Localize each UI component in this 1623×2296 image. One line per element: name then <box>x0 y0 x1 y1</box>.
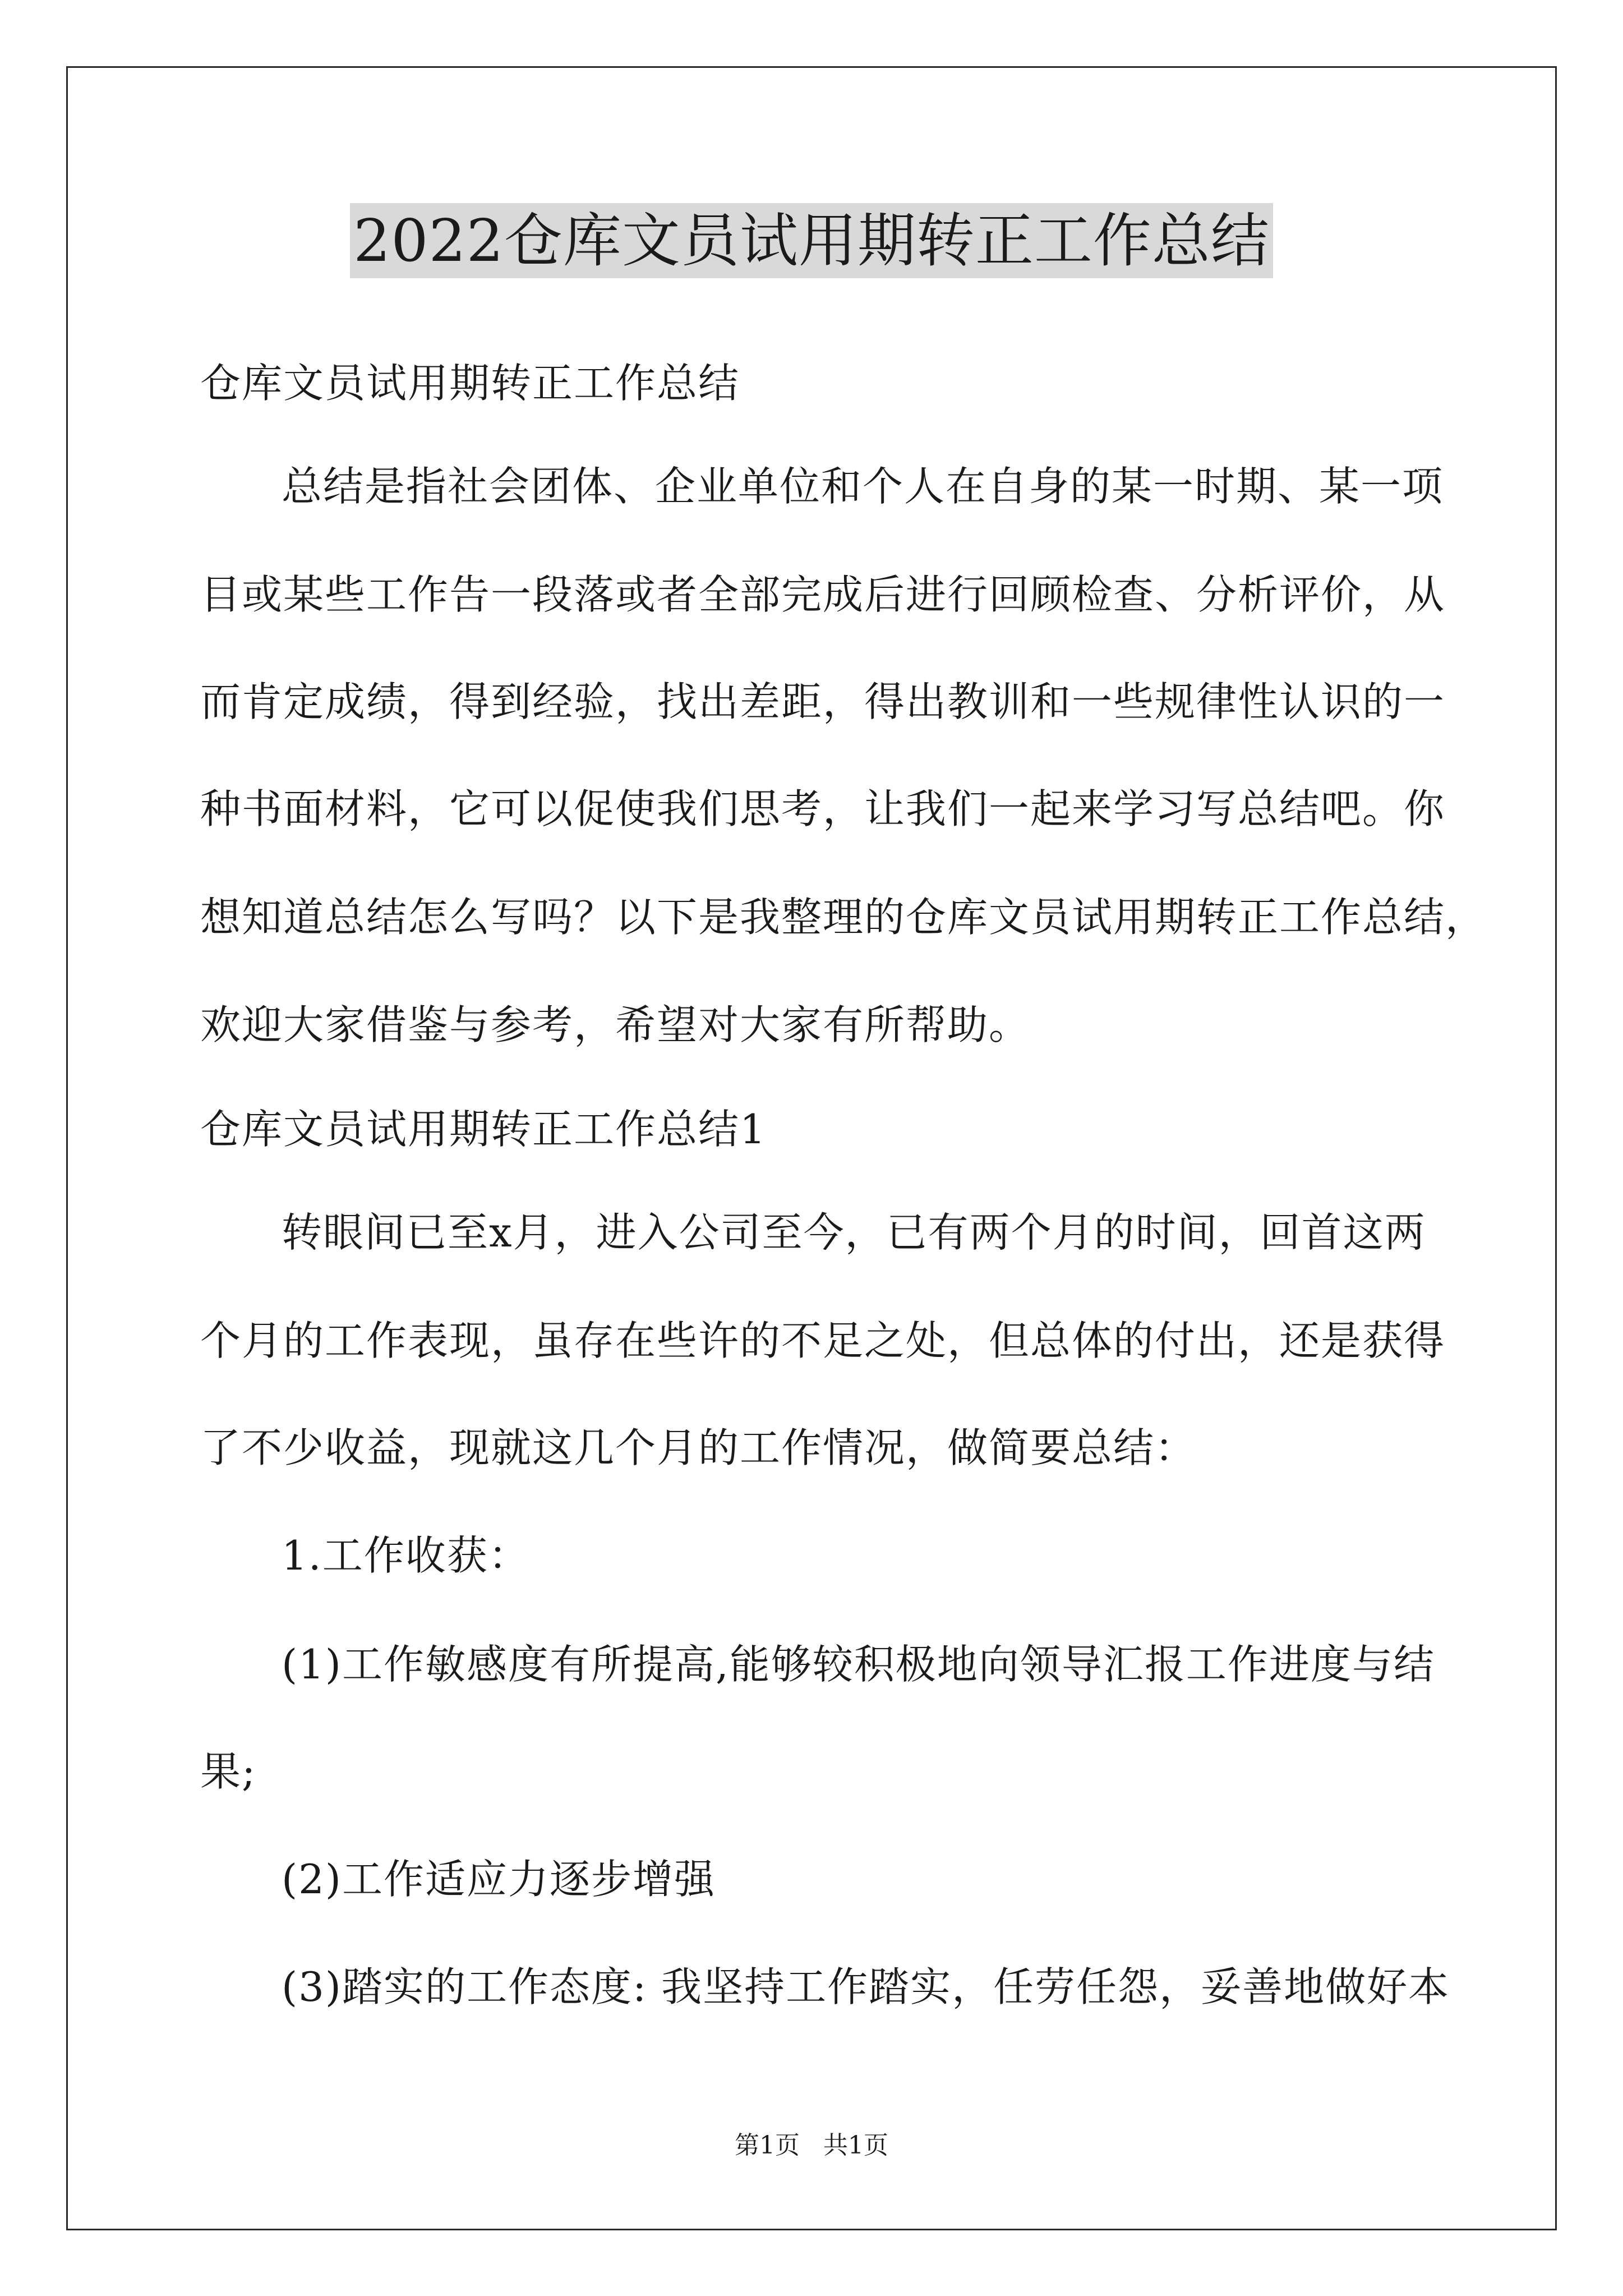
paragraph-line: 种书面材料，它可以促使我们思考，让我们一起来学习写总结吧。你 <box>200 785 1446 832</box>
list-item: (3)踏实的工作态度: 我坚持工作踏实，任劳任怨，妥善地做好本 <box>282 1963 1450 2010</box>
paragraph-line: 想知道总结怎么写吗？以下是我整理的仓库文员试用期转正工作总结， <box>200 894 1487 941</box>
list-heading: 1.工作收获： <box>282 1532 530 1579</box>
paragraph-line: 而肯定成绩，得到经验，找出差距，得出教训和一些规律性认识的一 <box>200 678 1446 725</box>
subtitle-line: 仓库文员试用期转正工作总结 <box>200 360 740 407</box>
list-item-continuation: 果; <box>200 1748 257 1795</box>
paragraph-line: 转眼间已至x月，进入公司至今，已有两个月的时间，回首这两 <box>282 1209 1426 1256</box>
page-footer: 第1页 共1页 <box>735 2131 888 2160</box>
document-title: 2022仓库文员试用期转正工作总结 <box>350 203 1273 278</box>
title-container <box>0 203 1623 278</box>
paragraph-line: 总结是指社会团体、企业单位和个人在自身的某一时期、某一项 <box>282 463 1444 510</box>
paragraph-line: 个月的工作表现，虽存在些许的不足之处，但总体的付出，还是获得 <box>200 1317 1446 1364</box>
paragraph-line: 了不少收益，现就这几个月的工作情况，做简要总结： <box>200 1424 1197 1471</box>
list-item: (2)工作适应力逐步增强 <box>282 1856 716 1903</box>
paragraph-line: 目或某些工作告一段落或者全部完成后进行回顾检查、分析评价，从 <box>200 571 1446 618</box>
section-heading: 仓库文员试用期转正工作总结1 <box>200 1106 767 1153</box>
paragraph-line: 欢迎大家借鉴与参考，希望对大家有所帮助。 <box>200 1001 1031 1048</box>
list-item: (1)工作敏感度有所提高,能够较积极地向领导汇报工作进度与结 <box>282 1641 1435 1688</box>
